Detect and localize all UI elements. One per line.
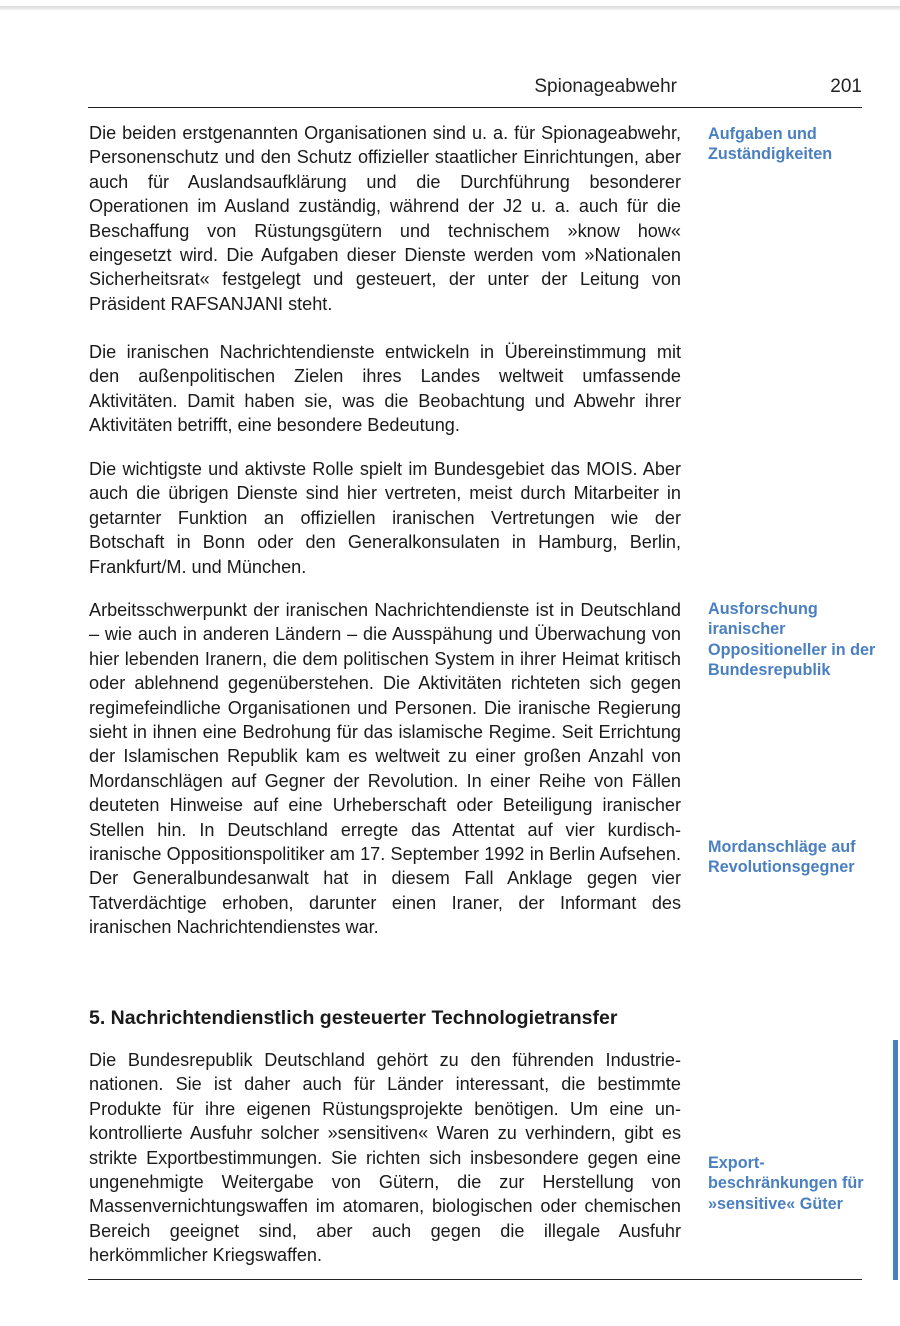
paragraph-surveillance: Arbeitsschwerpunkt der iranischen Nachrichtendienste ist in Deutschland – wie auch in anderen Ländern – die Ausspähung und Überwachung von hier lebenden Iranern, die dem politischen System in ihrer Heimat kritisch oder ablehnend gegenüberstehen. Die Aktivitäten richteten sich gegen regimefeindliche Organisationen und Personen. Die iranische Regierung sieht in ihnen eine Bedrohung für das islamische Regime. Seit Errichtung der Islamischen Republik kam es weltweit zu einer großen Anzahl von Mordanschlägen auf Gegner der Revolution. In einer Reihe von Fällen deuteten Hinweise auf eine Urheberschaft oder Beteiligung iranischer Stellen hin. In Deutschland erregte das Attentat auf vier kurdisch-iranische Oppositionspolitiker am 17. September 1992 in Berlin Aufsehen. Der Generalbundesanwalt hat in diesem Fall Anklage gegen vier Tatverdächtige erhoben, darunter einen Iraner, der Informant des iranischen Nachrichtendienstes war. — [89, 600, 681, 938]
margin-note-mordanschlaege: Mordanschläge auf Revolutionsgegner — [708, 838, 856, 877]
paragraph-organisations: Die beiden erstgenannten Organisationen sind u. a. für Spionageabwehr, Personenschutz und den Schutz offizieller staatlicher Einrichtungen, aber auch für Auslandsaufklärung und die Durchführung besonderer Operationen im Ausland zuständig, während der J2 u. a. auch für die Beschaffung von Rüstungsgütern und technischem »know how« eingesetzt wird. Die Aufgaben dieser Dienste werden vom »Nationalen Sicherheitsrat« festgelegt und gesteuert, der unter der Leitung von Präsident RAFSANJANI steht. — [89, 123, 681, 314]
section-heading: 5. Nachrichtendienstlich gesteuerter Technologietransfer — [89, 1007, 618, 1029]
page-number: 201 — [830, 76, 862, 97]
page-header — [88, 74, 862, 104]
margin-note-ausforschung: Ausforschung iranischer Oppositioneller in der Bundesrepublik — [708, 600, 876, 679]
margin-note-export: Exportbeschränkungen für »sensitive« Güter — [708, 1154, 864, 1213]
paragraph-mois: Die wichtigste und aktivste Rolle spielt im Bundesgebiet das MOIS. Aber auch die übrigen Dienste sind hier vertreten, meist durch Mitarbeiter in getarnter Funktion an offiziellen iranischen Vertretungen wie der Botschaft in Bonn oder den Generalkonsulaten in Hamburg, Berlin, Frankfurt/M. und München. — [89, 459, 681, 577]
footer-rule — [88, 1279, 862, 1280]
margin-note-aufgaben: Aufgaben und Zuständigkeiten — [708, 125, 833, 164]
header-rule — [88, 107, 862, 108]
paragraph-technology-transfer: Die Bundesrepublik Deutschland gehört zu den führenden Industrienationen. Sie ist daher auch für Länder interessant, die bestimmte Produkte für ihre eigenen Rüstungsprojekte benötigen. Um eine unkontrollierte Ausfuhr solcher »sensitiven« Waren zu verhindern, gibt es strikte Exportbestimmungen. Sie richten sich insbesondere gegen eine ungenehmigte Weitergabe von Gütern, die zur Herstellung von Massenvernichtungswaffen im atomaren, biologischen oder chemischen Bereich geeignet sind, aber auch gegen die illegale Ausfuhr herkömmlicher Kriegswaffen. — [89, 1050, 681, 1266]
running-title: Spionageabwehr — [534, 76, 677, 97]
scan-top-edge — [0, 6, 900, 10]
paragraph-activities: Die iranischen Nachrichtendienste entwickeln in Übereinstimmung mit den außenpolitischen Zielen ihres Landes weltweit umfassende Aktivitäten. Damit haben sie, was die Beobachtung und Abwehr ihrer Aktivitäten betrifft, eine besondere Bedeutung. — [89, 342, 681, 436]
chapter-marker-bar — [893, 1040, 898, 1280]
